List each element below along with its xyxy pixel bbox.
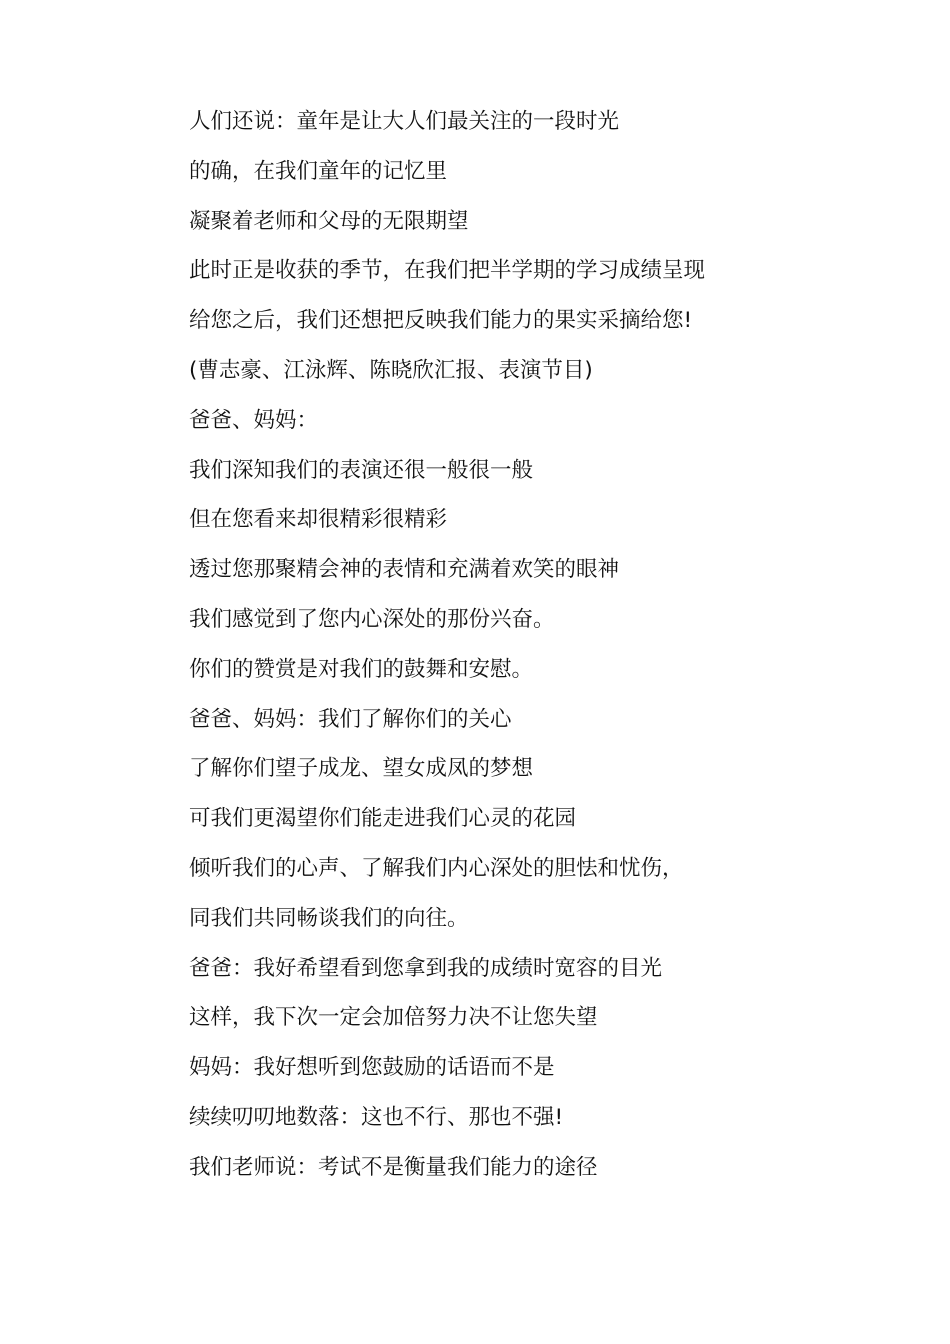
text-line: 爸爸：我好希望看到您拿到我的成绩时宽容的目光 xyxy=(189,955,663,981)
text-line: 透过您那聚精会神的表情和充满着欢笑的眼神 xyxy=(189,557,620,583)
text-line: 的确，在我们童年的记忆里 xyxy=(189,158,448,184)
text-line: 这样，我下次一定会加倍努力决不让您失望 xyxy=(189,1005,598,1031)
text-line: 爸爸、妈妈：我们了解你们的关心 xyxy=(189,706,512,732)
text-line: 我们深知我们的表演还很一般很一般 xyxy=(189,457,534,483)
text-line: 爸爸、妈妈： xyxy=(189,407,319,433)
text-line: 凝聚着老师和父母的无限期望 xyxy=(189,208,469,234)
text-line: 同我们共同畅谈我们的向往。 xyxy=(189,905,469,931)
text-line: 此时正是收获的季节，在我们把半学期的学习成绩呈现 xyxy=(189,258,706,284)
text-line: 人们还说：童年是让大人们最关注的一段时光 xyxy=(189,109,620,134)
text-line: 了解你们望子成龙、望女成凤的梦想 xyxy=(189,756,534,782)
text-line: 给您之后，我们还想把反映我们能力的果实采摘给您! xyxy=(189,308,693,334)
text-line: 可我们更渴望你们能走进我们心灵的花园 xyxy=(189,806,577,832)
text-line: 我们老师说：考试不是衡量我们能力的途径 xyxy=(189,1154,598,1180)
text-line: 但在您看来却很精彩很精彩 xyxy=(189,507,448,533)
document-body xyxy=(189,97,889,1193)
text-line: 续续叨叨地数落：这也不行、那也不强! xyxy=(189,1104,564,1130)
text-line: 妈妈：我好想听到您鼓励的话语而不是 xyxy=(189,1055,555,1081)
text-line: 倾听我们的心声、了解我们内心深处的胆怯和忧伤， xyxy=(189,855,684,881)
text-line: 你们的赞赏是对我们的鼓舞和安慰。 xyxy=(189,656,534,682)
text-line: 我们感觉到了您内心深处的那份兴奋。 xyxy=(189,606,555,632)
text-line: (曹志豪、江泳辉、陈晓欣汇报、表演节目) xyxy=(189,357,593,383)
